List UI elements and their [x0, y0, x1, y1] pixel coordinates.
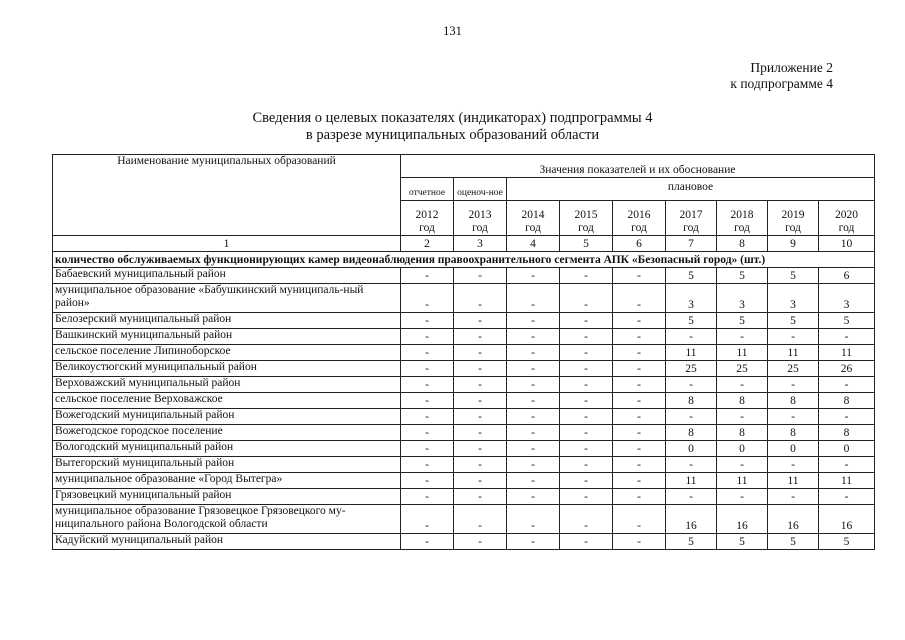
row-value-col-8: 3 [717, 284, 768, 313]
appendix-label [730, 60, 833, 92]
row-value-col-3: - [454, 313, 507, 329]
row-value-col-3: - [454, 457, 507, 473]
column-number: 2 [401, 236, 454, 252]
row-value-col-7: - [666, 489, 717, 505]
row-value-col-7: 5 [666, 534, 717, 550]
row-value-col-2: - [401, 489, 454, 505]
header-year-2016 [613, 201, 666, 236]
table-row [53, 457, 875, 473]
header-year-value: 2016 [627, 209, 651, 221]
table-row [53, 441, 875, 457]
header-year-value: 2012 [415, 209, 439, 221]
row-value-col-5: - [560, 473, 613, 489]
header-year-2018 [717, 201, 768, 236]
header-year-2012 [401, 201, 454, 236]
row-value-col-3: - [454, 329, 507, 345]
appendix-line-1: Приложение 2 [750, 60, 833, 75]
row-value-col-5: - [560, 268, 613, 284]
row-value-col-3: - [454, 345, 507, 361]
column-number: 9 [768, 236, 819, 252]
header-estimated: оценоч-ное [454, 178, 507, 201]
row-value-col-6: - [613, 329, 666, 345]
page-number: 131 [443, 24, 462, 38]
table-row [53, 361, 875, 377]
header-year-2013 [454, 201, 507, 236]
row-value-col-4: - [507, 377, 560, 393]
row-municipality-name: Вологодский муниципальный район [53, 441, 401, 457]
header-year-unit: год [419, 222, 435, 234]
row-value-col-7: 16 [666, 505, 717, 534]
row-value-col-7: 0 [666, 441, 717, 457]
row-value-col-10: 3 [819, 284, 875, 313]
row-value-col-2: - [401, 329, 454, 345]
section-title: количество обслуживаемых функционирующих камер видеонаблюдения правоохранительного сегмента АПК «Безопасный город» (шт.) [53, 252, 875, 268]
row-value-col-8: 5 [717, 534, 768, 550]
row-value-col-5: - [560, 284, 613, 313]
row-value-col-9: - [768, 489, 819, 505]
row-value-col-9: 8 [768, 393, 819, 409]
row-value-col-10: - [819, 377, 875, 393]
row-municipality-name: Белозерский муниципальный район [53, 313, 401, 329]
row-value-col-5: - [560, 361, 613, 377]
row-value-col-8: - [717, 489, 768, 505]
row-value-col-4: - [507, 361, 560, 377]
row-municipality-name: муниципальное образование «Город Вытегра» [53, 473, 401, 489]
row-value-col-10: 5 [819, 534, 875, 550]
row-value-col-9: 5 [768, 313, 819, 329]
indicators-table [52, 154, 875, 550]
row-value-col-7: 11 [666, 345, 717, 361]
row-value-col-2: - [401, 457, 454, 473]
row-municipality-name: Вашкинский муниципальный район [53, 329, 401, 345]
header-year-value: 2017 [679, 209, 703, 221]
row-value-col-5: - [560, 345, 613, 361]
row-value-col-7: - [666, 377, 717, 393]
row-value-col-6: - [613, 489, 666, 505]
row-value-col-2: - [401, 534, 454, 550]
row-municipality-name: Бабаевский муниципальный район [53, 268, 401, 284]
header-values-group: Значения показателей и их обоснование [401, 155, 875, 178]
row-municipality-name: сельское поселение Липиноборское [53, 345, 401, 361]
header-year-value: 2018 [730, 209, 754, 221]
row-value-col-7: 3 [666, 284, 717, 313]
row-value-col-7: 8 [666, 393, 717, 409]
row-value-col-5: - [560, 409, 613, 425]
table-row [53, 425, 875, 441]
row-value-col-4: - [507, 284, 560, 313]
row-value-col-9: 0 [768, 441, 819, 457]
row-municipality-name: сельское поселение Верховажское [53, 393, 401, 409]
row-value-col-2: - [401, 441, 454, 457]
header-year-value: 2019 [781, 209, 805, 221]
row-value-col-6: - [613, 534, 666, 550]
header-year-2014 [507, 201, 560, 236]
row-value-col-10: - [819, 329, 875, 345]
row-value-col-5: - [560, 425, 613, 441]
row-value-col-6: - [613, 361, 666, 377]
header-year-2017 [666, 201, 717, 236]
header-year-value: 2013 [468, 209, 492, 221]
row-value-col-10: 16 [819, 505, 875, 534]
row-value-col-5: - [560, 534, 613, 550]
header-year-unit: год [578, 222, 594, 234]
table-row [53, 534, 875, 550]
row-value-col-7: 11 [666, 473, 717, 489]
title-line-2: в разрезе муниципальных образований области [305, 127, 600, 143]
table-row [53, 409, 875, 425]
header-reported: отчетное [401, 178, 454, 201]
row-value-col-6: - [613, 268, 666, 284]
row-value-col-9: 5 [768, 268, 819, 284]
row-value-col-2: - [401, 268, 454, 284]
header-year-unit: год [734, 222, 750, 234]
row-value-col-8: - [717, 377, 768, 393]
row-value-col-5: - [560, 393, 613, 409]
column-number: 10 [819, 236, 875, 252]
row-value-col-2: - [401, 409, 454, 425]
row-value-col-2: - [401, 473, 454, 489]
row-value-col-10: - [819, 409, 875, 425]
column-number: 6 [613, 236, 666, 252]
row-value-col-4: - [507, 505, 560, 534]
row-value-col-8: - [717, 457, 768, 473]
row-value-col-8: - [717, 409, 768, 425]
row-value-col-9: 8 [768, 425, 819, 441]
row-value-col-9: - [768, 409, 819, 425]
row-value-col-8: - [717, 329, 768, 345]
row-value-col-8: 11 [717, 345, 768, 361]
row-value-col-4: - [507, 409, 560, 425]
row-value-col-10: - [819, 489, 875, 505]
row-value-col-4: - [507, 345, 560, 361]
header-year-unit: год [525, 222, 541, 234]
column-number: 4 [507, 236, 560, 252]
row-value-col-8: 5 [717, 313, 768, 329]
row-municipality-name: Кадуйский муниципальный район [53, 534, 401, 550]
row-value-col-6: - [613, 441, 666, 457]
row-value-col-6: - [613, 284, 666, 313]
row-value-col-2: - [401, 284, 454, 313]
row-value-col-4: - [507, 473, 560, 489]
row-value-col-4: - [507, 489, 560, 505]
column-number: 8 [717, 236, 768, 252]
header-year-2015 [560, 201, 613, 236]
row-municipality-name: муниципальное образование Грязовецкое Грязовецкого му-ниципального района Вологодской области [53, 505, 401, 534]
row-value-col-9: - [768, 329, 819, 345]
table-row [53, 329, 875, 345]
row-value-col-2: - [401, 377, 454, 393]
row-value-col-2: - [401, 393, 454, 409]
row-value-col-3: - [454, 489, 507, 505]
row-value-col-4: - [507, 393, 560, 409]
row-value-col-4: - [507, 534, 560, 550]
row-value-col-3: - [454, 268, 507, 284]
row-value-col-8: 16 [717, 505, 768, 534]
row-value-col-2: - [401, 361, 454, 377]
table-row [53, 268, 875, 284]
row-value-col-9: - [768, 457, 819, 473]
row-value-col-6: - [613, 457, 666, 473]
row-value-col-5: - [560, 313, 613, 329]
table-row [53, 377, 875, 393]
header-year-unit: год [838, 222, 855, 234]
row-value-col-6: - [613, 345, 666, 361]
row-value-col-10: 0 [819, 441, 875, 457]
column-number: 7 [666, 236, 717, 252]
row-value-col-8: 0 [717, 441, 768, 457]
header-year-unit: год [785, 222, 801, 234]
row-value-col-5: - [560, 329, 613, 345]
row-value-col-10: 5 [819, 313, 875, 329]
row-municipality-name: Вожегодское городское поселение [53, 425, 401, 441]
header-planned: плановое [507, 178, 875, 201]
row-value-col-5: - [560, 489, 613, 505]
row-value-col-5: - [560, 377, 613, 393]
row-value-col-4: - [507, 313, 560, 329]
row-value-col-6: - [613, 473, 666, 489]
table-row [53, 284, 875, 313]
row-value-col-6: - [613, 393, 666, 409]
row-value-col-8: 25 [717, 361, 768, 377]
row-value-col-6: - [613, 505, 666, 534]
table-row [53, 345, 875, 361]
header-year-value: 2015 [574, 209, 598, 221]
row-value-col-3: - [454, 361, 507, 377]
row-value-col-6: - [613, 313, 666, 329]
row-value-col-3: - [454, 393, 507, 409]
row-value-col-9: - [768, 377, 819, 393]
row-value-col-6: - [613, 425, 666, 441]
row-value-col-9: 5 [768, 534, 819, 550]
row-municipality-name: Грязовецкий муниципальный район [53, 489, 401, 505]
table-row [53, 313, 875, 329]
row-value-col-9: 3 [768, 284, 819, 313]
row-value-col-4: - [507, 268, 560, 284]
row-value-col-6: - [613, 377, 666, 393]
row-value-col-3: - [454, 534, 507, 550]
header-year-value: 2014 [521, 209, 545, 221]
row-value-col-10: 11 [819, 473, 875, 489]
row-value-col-2: - [401, 505, 454, 534]
row-value-col-10: 8 [819, 425, 875, 441]
row-value-col-5: - [560, 441, 613, 457]
row-value-col-4: - [507, 425, 560, 441]
row-value-col-6: - [613, 409, 666, 425]
row-value-col-2: - [401, 345, 454, 361]
document-title [0, 110, 905, 144]
row-value-col-8: 8 [717, 425, 768, 441]
row-value-col-9: 11 [768, 473, 819, 489]
header-year-unit: год [683, 222, 699, 234]
row-value-col-3: - [454, 409, 507, 425]
table-row [53, 489, 875, 505]
row-value-col-3: - [454, 473, 507, 489]
row-value-col-10: 8 [819, 393, 875, 409]
row-value-col-10: 11 [819, 345, 875, 361]
header-name-column: Наименование муниципальных образований [53, 155, 401, 236]
row-value-col-10: 6 [819, 268, 875, 284]
header-year-unit: год [472, 222, 488, 234]
row-value-col-4: - [507, 441, 560, 457]
column-number: 3 [454, 236, 507, 252]
row-municipality-name: Вытегорский муниципальный район [53, 457, 401, 473]
table-row [53, 393, 875, 409]
row-value-col-2: - [401, 425, 454, 441]
row-value-col-8: 5 [717, 268, 768, 284]
row-value-col-7: 5 [666, 268, 717, 284]
row-value-col-3: - [454, 505, 507, 534]
appendix-line-2: к подпрограмме 4 [730, 76, 833, 91]
header-year-unit: год [631, 222, 647, 234]
row-value-col-8: 8 [717, 393, 768, 409]
title-line-1: Сведения о целевых показателях (индикаторах) подпрограммы 4 [252, 110, 653, 126]
table-row [53, 473, 875, 489]
row-value-col-8: 11 [717, 473, 768, 489]
row-municipality-name: муниципальное образование «Бабушкинский муниципаль-ный район» [53, 284, 401, 313]
row-value-col-7: 8 [666, 425, 717, 441]
column-number: 1 [53, 236, 401, 252]
row-value-col-7: - [666, 409, 717, 425]
row-value-col-10: 26 [819, 361, 875, 377]
header-year-2019 [768, 201, 819, 236]
row-value-col-9: 16 [768, 505, 819, 534]
row-value-col-10: - [819, 457, 875, 473]
row-value-col-3: - [454, 425, 507, 441]
row-value-col-3: - [454, 284, 507, 313]
row-municipality-name: Вожегодский муниципальный район [53, 409, 401, 425]
header-year-2020 [819, 201, 875, 236]
row-value-col-4: - [507, 457, 560, 473]
row-value-col-5: - [560, 505, 613, 534]
row-value-col-5: - [560, 457, 613, 473]
row-value-col-7: 25 [666, 361, 717, 377]
row-municipality-name: Великоустюгский муниципальный район [53, 361, 401, 377]
row-value-col-9: 11 [768, 345, 819, 361]
row-value-col-7: 5 [666, 313, 717, 329]
row-municipality-name: Верховажский муниципальный район [53, 377, 401, 393]
row-value-col-9: 25 [768, 361, 819, 377]
column-number: 5 [560, 236, 613, 252]
row-value-col-3: - [454, 377, 507, 393]
row-value-col-3: - [454, 441, 507, 457]
header-year-value: 2020 [835, 209, 858, 221]
row-value-col-2: - [401, 313, 454, 329]
row-value-col-4: - [507, 329, 560, 345]
table-row [53, 505, 875, 534]
row-value-col-7: - [666, 457, 717, 473]
row-value-col-7: - [666, 329, 717, 345]
